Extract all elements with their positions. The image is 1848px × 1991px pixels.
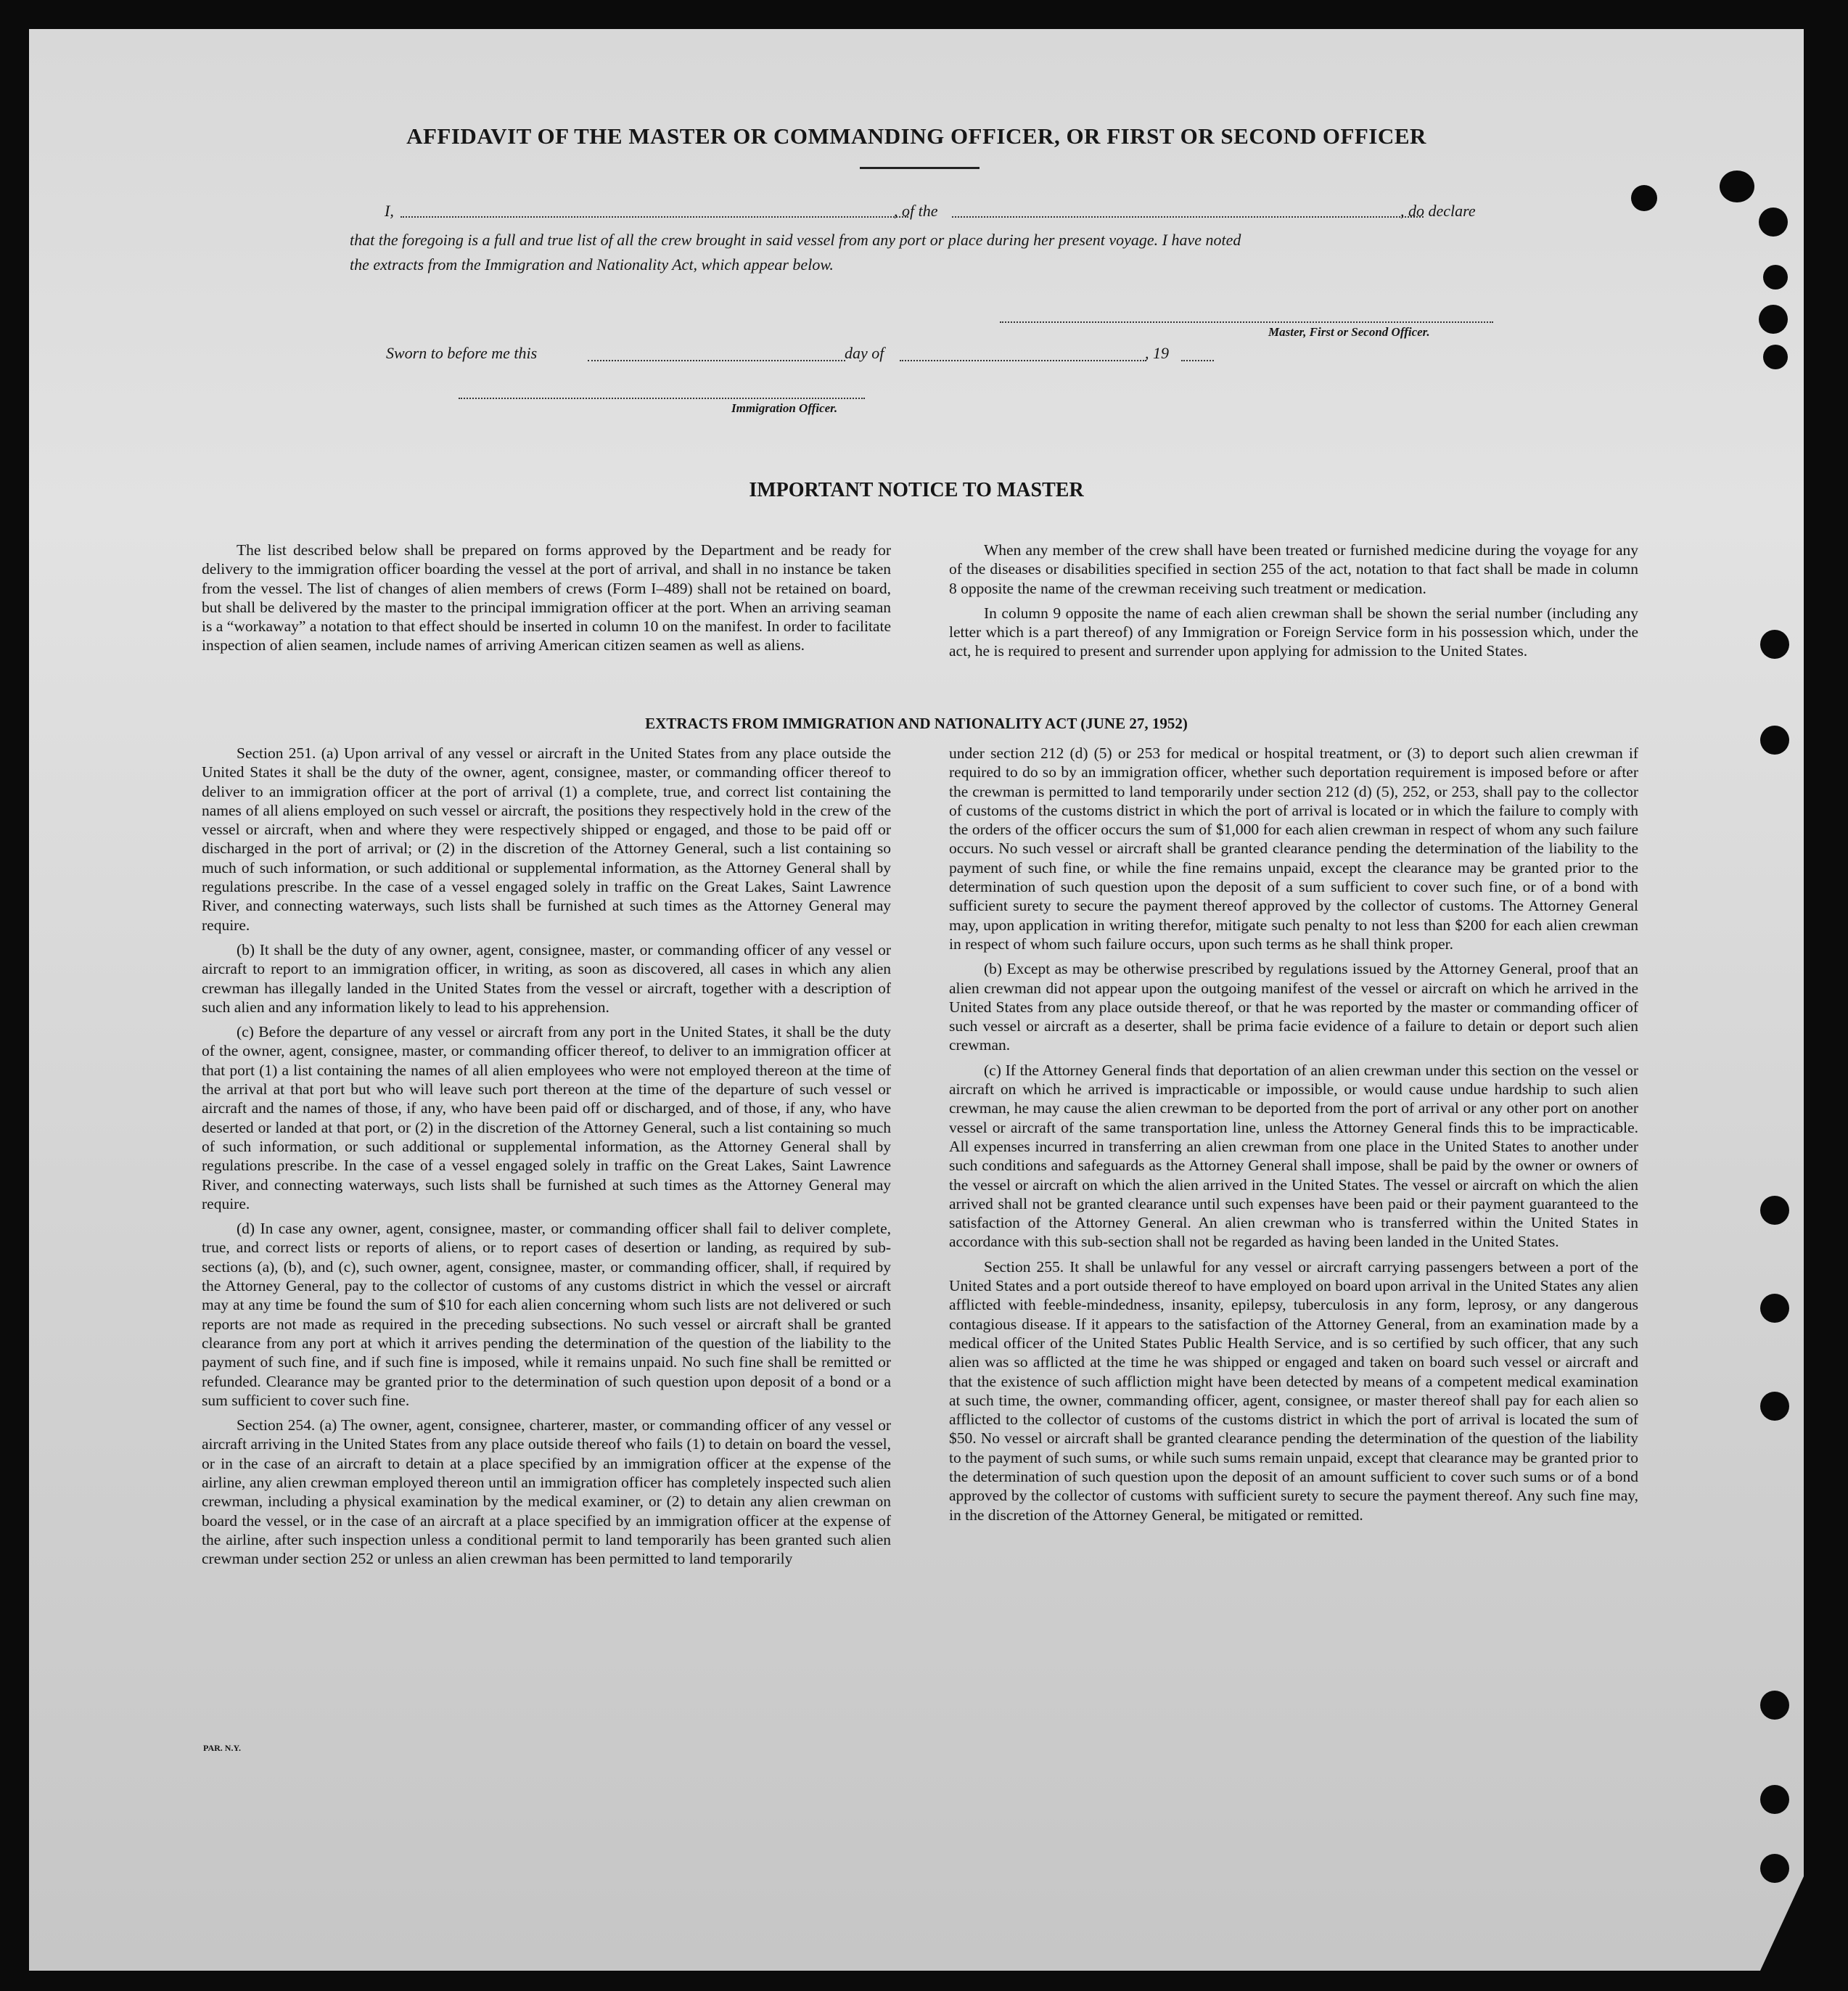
notice-title: IMPORTANT NOTICE TO MASTER	[749, 479, 1084, 501]
extract-paragraph: Section 251. (a) Upon arrival of any vessel or aircraft in the United States from any place outside the United States it shall be the duty of the owner, agent, consignee, master, or commanding officer thereof to deliver to an immigration officer at the port of arrival (1) a complete, true, and correct list containing the names of all aliens employed on such vessel or aircraft, the positions they respectively hold in the crew of the vessel or aircraft, when and where they were respectively shipped or engaged, and those to be paid off or discharged in the port of arrival; or (2) in the discretion of the Attorney General, such a list containing so much of such information, or such additional or supplemental information, as the Attorney General shall by regulations prescribe. In the case of a vessel engaged solely in traffic on the Great Lakes, Saint Lawrence River, and connecting waterways, such lists shall be furnished at such times as the Attorney General may require.	[202, 744, 891, 934]
declaration-line-1: that the foregoing is a full and true list of all the crew brought in said vessel from any port or place during her present voyage. I have noted	[350, 231, 1241, 249]
officer-signature-line[interactable]	[459, 398, 865, 399]
punch-hole	[1763, 265, 1788, 290]
extract-paragraph: Section 254. (a) The owner, agent, consignee, charterer, master, or commanding officer of any vessel or aircraft arriving in the United States from any place outside thereof who fails (1) to detain on board the vessel, or in the case of an aircraft to detain at a place specified by an immigration officer at the expense of the airline, any alien crewman employed thereon until an immigration officer has completely inspected such alien crewman, including a physical examination by the medical examiner, or (2) to detain any alien crewman on board the vessel, or in the case of an aircraft at a place specified by an immigration officer at the expense of the airline, after such inspection unless a conditional permit to land temporarily has been granted such alien crewman under section 252 or unless an alien crewman has been permitted to land temporarily	[202, 1416, 891, 1568]
sworn-label: Sworn to before me this	[386, 344, 538, 362]
punch-hole	[1760, 1691, 1789, 1720]
month-blank[interactable]	[900, 360, 1146, 361]
year-blank[interactable]	[1181, 360, 1214, 361]
extracts-left-column	[202, 744, 891, 1574]
of-the-label: , of the	[894, 202, 938, 220]
affidavit-title: AFFIDAVIT OF THE MASTER OR COMMANDING OFFICER, OR FIRST OR SECOND OFFICER	[406, 123, 1426, 149]
year-label: , 19	[1145, 344, 1169, 362]
notice-left-column	[202, 541, 891, 661]
punch-hole	[1759, 208, 1788, 237]
extracts-title: EXTRACTS FROM IMMIGRATION AND NATIONALITY ACT (JUNE 27, 1952)	[645, 715, 1188, 732]
extract-paragraph: (b) It shall be the duty of any owner, agent, consignee, master, or commanding officer of any vessel or aircraft to report to an immigration officer, in writing, as soon as discovered, all cases in which any alien crewman has illegally landed in the United States from the vessel or aircraft, together with a description of such alien and any information likely to lead to his apprehension.	[202, 940, 891, 1016]
extract-paragraph: (c) Before the departure of any vessel or aircraft from any port in the United States, it shall be the duty of the owner, agent, consignee, master, or commanding officer thereof, to deliver to an immigration officer at that port (1) a list containing the names of all alien employees who were not employed thereon at the time of the arrival at that port but who will leave such port thereon at the time of the departure of such vessel or aircraft and the names of those, if any, who have been paid off or discharged, and of those, if any, who have deserted or landed at that port, or (2) in the discretion of the Attorney General, such a list containing so much of such information, or such additional or supplemental information, as the Attorney General shall by regulations prescribe. In the case of a vessel engaged solely in traffic on the Great Lakes, Saint Lawrence River, and connecting waterways, such lists shall be furnished at such times as the Attorney General may require.	[202, 1023, 891, 1212]
punch-hole	[1760, 1785, 1789, 1814]
punch-hole	[1720, 171, 1754, 202]
notice-right-column	[949, 541, 1638, 667]
notice-paragraph: In column 9 opposite the name of each alien crewman shall be shown the serial number (including any letter which is a part thereof) of any Immigration or Foreign Service form in his possession which, under the act, he is required to present and surrender upon applying for admission to the United States.	[949, 604, 1638, 660]
declaration-line-2: the extracts from the Immigration and Nationality Act, which appear below.	[350, 255, 834, 274]
punch-hole	[1760, 1196, 1789, 1225]
i-label: I,	[385, 202, 394, 220]
notice-paragraph: The list described below shall be prepared on forms approved by the Department and be ready for delivery to the immigration officer boarding the vessel at the port of arrival, and shall in no instance be taken from the vessel. The list of changes of alien members of crews (Form I–489) shall not be retained on board, but shall be delivered by the master to the principal immigration officer at the port. When an arriving seaman is a “workaway” a notation to that effect should be inserted in column 10 on the manifest. In order to facilitate inspection of alien seamen, include names of arriving American citizen seamen as well as aliens.	[202, 541, 891, 654]
extract-paragraph: Section 255. It shall be unlawful for any vessel or aircraft carrying passengers between a port of the United States and a port outside thereof to have employed on board upon arrival in the United States any alien afflicted with feeble-mindedness, insanity, epilepsy, tuberculosis in any form, leprosy, or any dangerous contagious disease. If it appears to the satisfaction of the Attorney General, from an examination made by a medical officer of the United States Public Health Service, and is so certified by such officer, that any such alien was so afflicted at the time he was shipped or engaged and taken on board such vessel or aircraft and that the existence of such affliction might have been detected by means of a competent medical examination at such time, the owner, commanding officer, agent, consignee, or master thereof shall pay for each alien so afflicted to the collector of customs of the customs district in which the port of arrival is located the sum of $50. No vessel or aircraft shall be granted clearance pending the determination of the question of the liability to the payment of such sums, or while such sums remain unpaid, except that clearance may be granted prior to the determination of such question upon the deposit of an amount sufficient to cover such sums or of a bond approved by the collector of customs with sufficient surety to secure the payment thereof. Any such fine may, in the discretion of the Attorney General, be mitigated or remitted.	[949, 1257, 1638, 1524]
torn-corner	[1760, 1876, 1804, 1971]
name-blank[interactable]	[401, 216, 908, 218]
punch-hole	[1763, 345, 1788, 369]
punch-hole	[1759, 305, 1788, 334]
do-declare-label: , do declare	[1400, 202, 1476, 220]
extract-paragraph: (d) In case any owner, agent, consignee, master, or commanding officer shall fail to deliver complete, true, and correct lists or reports of aliens, or to report cases of desertion or landing, as required by sub-sections (a), (b), and (c), such owner, agent, consignee, master, or commanding officer, shall, if required by the Attorney General, pay to the collector of customs of any customs district in which the vessel or aircraft may at any time be found the sum of $10 for each alien concerning whom such lists are not delivered or such reports are not made as required in the preceding subsections. No such vessel or aircraft shall be granted clearance from any port at which it arrives pending the determination of the question of the liability to the payment of such fine, and if such fine is imposed, while it remains unpaid. No such fine shall be remitted or refunded. Clearance may be granted prior to the determination of such question upon deposit of a bond or a sum sufficient to cover such fine.	[202, 1220, 891, 1409]
notice-paragraph: When any member of the crew shall have been treated or furnished medicine during the voyage for any of the diseases or disabilities specified in section 255 of the act, notation to that fact shall be made in column 8 opposite the name of the crewman receiving such treatment or medication.	[949, 541, 1638, 597]
punch-hole	[1760, 1294, 1789, 1323]
master-signature-caption: Master, First or Second Officer.	[1268, 325, 1430, 339]
master-signature-line[interactable]	[1000, 321, 1493, 323]
punch-hole	[1760, 726, 1789, 755]
extract-paragraph: under section 212 (d) (5) or 253 for medical or hospital treatment, or (3) to deport such alien crewman if required to do so by an immigration officer, whether such deportation requirement is imposed before or after the crewman is permitted to land temporarily under section 212 (d) (5), 252, or 253, shall pay to the collector of customs of the customs district in which the port of arrival is located or in which the failure to comply with the orders of the officer occurs the sum of $1,000 for each alien crewman in respect of whom any such failure occurs. No such vessel or aircraft shall be granted clearance pending the determination of the liability to the payment of such fine, or while the fine remains unpaid, except the clearance may be granted prior to the determination of such question upon the deposit of a sum sufficient to cover such fine, or of a bond with sufficient surety to secure the payment thereof approved by the collector of customs. The Attorney General may, upon application in writing therefor, mitigate such penalty to not less than $200 for each alien crewman in respect of whom such failure occurs, upon such terms as he shall think proper.	[949, 744, 1638, 953]
punch-hole	[1760, 1392, 1789, 1421]
officer-signature-caption: Immigration Officer.	[731, 401, 838, 415]
punch-hole	[1760, 630, 1789, 659]
vessel-blank[interactable]	[952, 216, 1424, 218]
extracts-right-column	[949, 744, 1638, 1530]
extract-paragraph: (b) Except as may be otherwise prescribed by regulations issued by the Attorney General, proof that an alien crewman did not appear upon the outgoing manifest of the vessel or aircraft on which he arrived in the United States from any place outside thereof, or that he was reported by the master or commanding officer of such vessel or aircraft as a deserter, shall be prima facie evidence of a failure to detain or deport such alien crewman.	[949, 960, 1638, 1054]
document-page	[29, 29, 1804, 1971]
printer-mark: PAR. N.Y.	[203, 1743, 242, 1753]
extract-paragraph: (c) If the Attorney General finds that deportation of an alien crewman under this section on the vessel or aircraft on which he arrived is impracticable or impossible, or would cause undue hardship to such alien crewman, he may cause the alien crewman to be deported from the port of arrival or any other port on another vessel or aircraft of the same transportation line, unless the Attorney General finds this to be impracticable. All expenses incurred in transferring an alien crewman from one place in the United States to another under such conditions and safeguards as the Attorney General shall impose, shall be paid by the owner or owners of the vessel or aircraft on which the alien arrived in the United States. The vessel or aircraft on which the alien arrived shall not be granted clearance until such expenses have been paid or their payment guaranteed to the satisfaction of the Attorney General. An alien crewman who is transferred within the United States in accordance with this sub-section shall not be regarded as having been landed in the United States.	[949, 1061, 1638, 1251]
punch-hole	[1631, 185, 1657, 211]
day-blank[interactable]	[588, 360, 845, 361]
title-underline	[860, 167, 980, 169]
day-of-label: day of	[845, 344, 884, 362]
